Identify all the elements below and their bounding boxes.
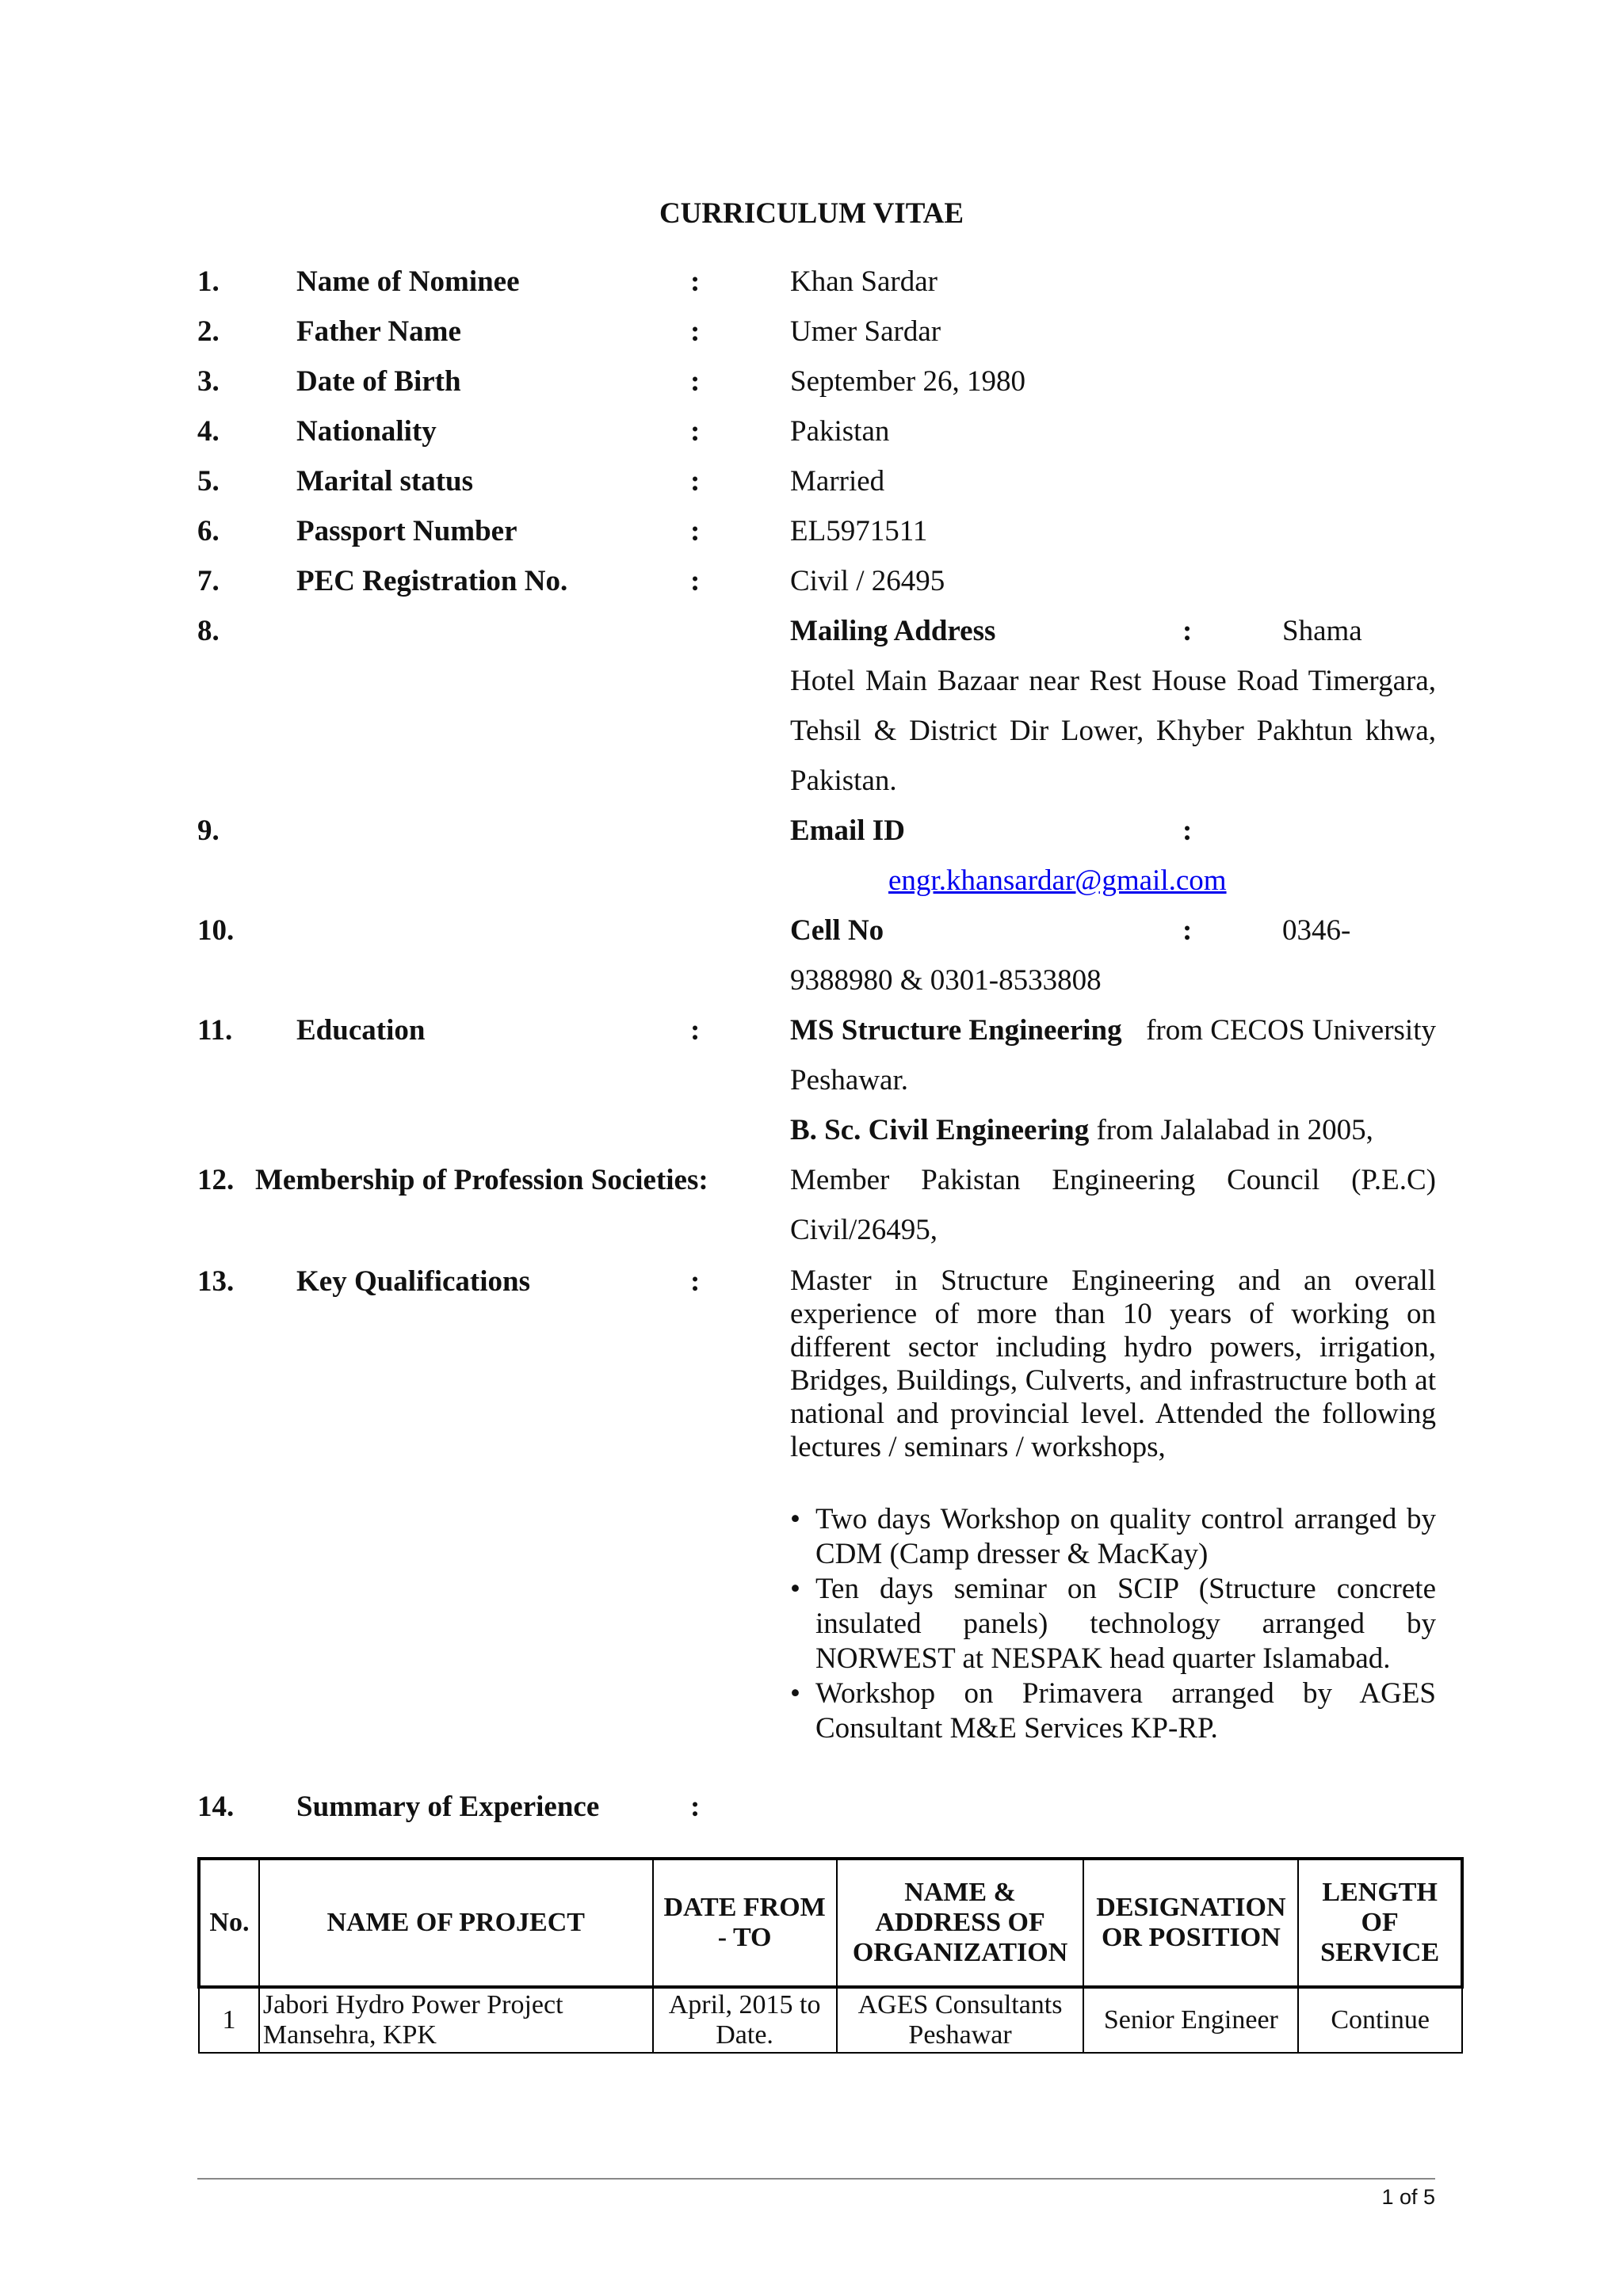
field-number: 12. — [197, 1164, 235, 1196]
table-header-row — [199, 1859, 1462, 1987]
table-row — [199, 1987, 1462, 2053]
education-item — [790, 1013, 1436, 1048]
field-label-father-name: Father Name — [296, 315, 461, 348]
list-item-text: Two days Workshop on quality control arranged by CDM (Camp dresser & MacKay) — [815, 1503, 1436, 1570]
cell-date: April, 2015 to Date. — [653, 1987, 837, 2053]
field-colon: : — [1182, 814, 1193, 847]
list-item-text: Ten days seminar on SCIP (Structure concrete insulated panels) technology arranged by NORWEST at NESPAK head quarter Islamabad. — [815, 1573, 1436, 1675]
field-number: 7. — [197, 565, 220, 597]
field-number: 14. — [197, 1791, 235, 1823]
field-value-marital-status: Married — [790, 465, 885, 498]
list-item-text: Workshop on Primavera arranged by AGES Consultant M&E Services KP-RP. — [815, 1677, 1436, 1745]
cell-no: 1 — [199, 1987, 259, 2053]
field-number: 6. — [197, 515, 220, 547]
field-label-marital-status: Marital status — [296, 465, 473, 498]
field-number: 2. — [197, 315, 220, 348]
field-value-nationality: Pakistan — [790, 415, 890, 448]
field-colon: : — [690, 1265, 701, 1298]
page-number: 1 of 5 — [1381, 2185, 1435, 2209]
mailing-address-line: Hotel Main Bazaar near Rest House Road Timergara, — [790, 665, 1436, 697]
document-title: CURRICULUM VITAE — [659, 197, 964, 230]
field-number: 13. — [197, 1265, 235, 1298]
list-item — [790, 1676, 1436, 1746]
field-colon: : — [690, 515, 701, 547]
membership-line: Member Pakistan Engineering Council (P.E.C) — [790, 1164, 1436, 1196]
field-number: 5. — [197, 465, 220, 498]
field-value-name: Khan Sardar — [790, 265, 938, 298]
field-colon: : — [690, 1014, 701, 1047]
field-colon: : — [690, 565, 701, 597]
field-number: 3. — [197, 365, 220, 398]
education-continued: Peshawar. — [790, 1064, 908, 1097]
field-label-pec-registration: PEC Registration No. — [296, 565, 568, 597]
field-label-education: Education — [296, 1014, 426, 1047]
education-institution: from Jalalabad in 2005, — [1089, 1114, 1373, 1146]
field-colon: : — [690, 315, 701, 348]
column-header-length: LENGTH OF SERVICE — [1298, 1859, 1462, 1987]
field-number: 8. — [197, 615, 220, 647]
footer-divider — [197, 2178, 1435, 2180]
mailing-address-line: Pakistan. — [790, 765, 897, 797]
cell-project: Jabori Hydro Power Project Mansehra, KPK — [259, 1987, 653, 2053]
education-degree: B. Sc. Civil Engineering — [790, 1114, 1090, 1146]
key-qualifications-paragraph: Master in Structure Engineering and an overall experience of more than 10 years of working on different sector including hydro powers, irrigation, Bridges, Buildings, Culverts, and infrastructure both at national and provincial level. Attended the following lectures / seminars / workshops, — [790, 1264, 1436, 1463]
mailing-address-start: Shama — [1282, 615, 1362, 647]
cell-length: Continue — [1298, 1987, 1462, 2053]
field-colon: : — [690, 1791, 701, 1823]
column-header-organization: NAME & ADDRESS OF ORGANIZATION — [837, 1859, 1084, 1987]
email-link[interactable]: engr.khansardar@gmail.com — [888, 864, 1227, 897]
field-number: 10. — [197, 914, 235, 947]
list-item — [790, 1502, 1436, 1572]
cell-organization: AGES Consultants Peshawar — [837, 1987, 1084, 2053]
column-header-project: NAME OF PROJECT — [259, 1859, 653, 1987]
field-number: 9. — [197, 814, 220, 847]
field-colon: : — [1182, 914, 1193, 947]
list-item — [790, 1572, 1436, 1676]
field-colon: : — [690, 365, 701, 398]
cell-number-start: 0346- — [1282, 914, 1351, 947]
education-item — [790, 1113, 1373, 1148]
bullet-icon: • — [790, 1503, 800, 1535]
column-header-date: DATE FROM - TO — [653, 1859, 837, 1987]
field-number: 4. — [197, 415, 220, 448]
membership-line: Civil/26495, — [790, 1214, 938, 1246]
field-colon: : — [1182, 615, 1193, 647]
education-institution: from CECOS University — [1146, 1014, 1436, 1047]
mailing-address-line: Tehsil & District Dir Lower, Khyber Pakhtun khwa, — [790, 715, 1436, 747]
field-value-dob: September 26, 1980 — [790, 365, 1025, 398]
field-label-email: Email ID — [790, 814, 905, 847]
field-label-cell: Cell No — [790, 914, 884, 947]
field-label-passport: Passport Number — [296, 515, 517, 547]
field-label-key-qualifications: Key Qualifications — [296, 1265, 530, 1298]
workshop-list — [790, 1502, 1436, 1746]
cell-number-continued: 9388980 & 0301-8533808 — [790, 964, 1102, 997]
field-label-dob: Date of Birth — [296, 365, 461, 398]
experience-table — [197, 1857, 1464, 2054]
field-colon: : — [690, 265, 701, 298]
field-label-name: Name of Nominee — [296, 265, 520, 298]
column-header-no: No. — [199, 1859, 259, 1987]
cell-designation: Senior Engineer — [1083, 1987, 1298, 2053]
bullet-icon: • — [790, 1677, 800, 1710]
bullet-icon: • — [790, 1573, 800, 1605]
column-header-designation: DESIGNATION OR POSITION — [1083, 1859, 1298, 1987]
field-number: 11. — [197, 1014, 233, 1047]
field-label-membership: Membership of Profession Societies: — [255, 1164, 708, 1196]
field-value-father-name: Umer Sardar — [790, 315, 941, 348]
field-colon: : — [690, 415, 701, 448]
field-value-passport: EL5971511 — [790, 515, 928, 547]
field-colon: : — [690, 465, 701, 498]
education-degree: MS Structure Engineering — [790, 1014, 1122, 1047]
field-label-summary-of-experience: Summary of Experience — [296, 1791, 600, 1823]
field-value-pec-registration: Civil / 26495 — [790, 565, 945, 597]
field-label-nationality: Nationality — [296, 415, 437, 448]
field-label-mailing-address: Mailing Address — [790, 615, 996, 647]
field-number: 1. — [197, 265, 220, 298]
